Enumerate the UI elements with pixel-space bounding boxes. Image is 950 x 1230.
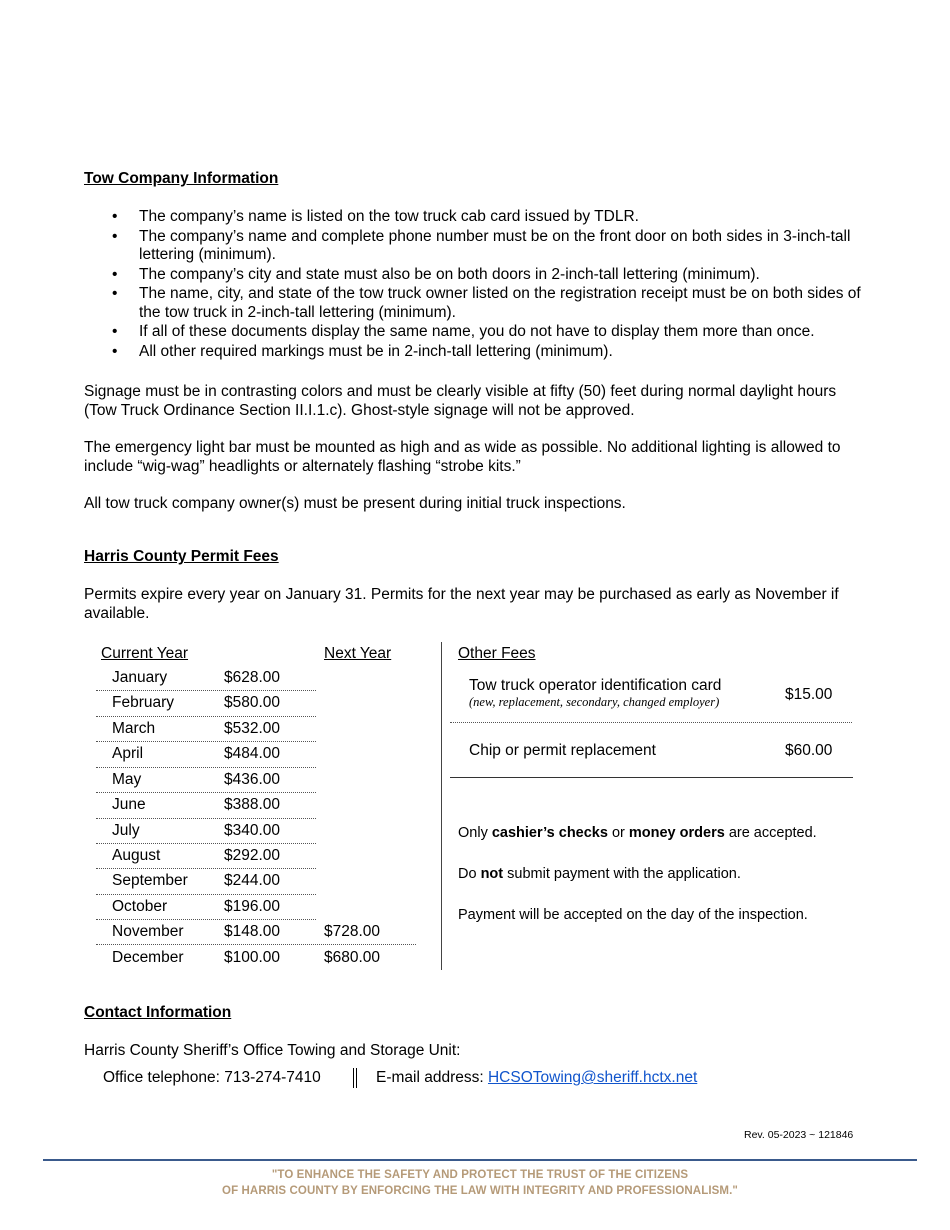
table-row: [96, 843, 416, 868]
current-fee-cell: $436.00: [224, 771, 281, 788]
current-fee-cell: $340.00: [224, 822, 281, 839]
tow-requirements-list: [84, 208, 866, 362]
footer-divider: [43, 1159, 917, 1161]
current-fee-cell: $292.00: [224, 847, 281, 864]
operator-card-fee-note: (new, replacement, secondary, changed employer): [469, 695, 720, 709]
payment-submission-note: Do not submit payment with the application.: [458, 866, 741, 882]
fee-divider: [450, 777, 853, 778]
revision-note: Rev. 05-2023 ~ 121846: [744, 1129, 854, 1141]
row-divider: [96, 792, 316, 793]
section-heading-contact: Contact Information: [84, 1004, 232, 1021]
month-cell: October: [112, 898, 168, 915]
current-fee-cell: $532.00: [224, 720, 281, 737]
motto-line-2: OF HARRIS COUNTY BY ENFORCING THE LAW WITH INTEGRITY AND PROFESSIONALISM.": [222, 1185, 738, 1197]
list-item: • The company’s name and complete phone number must be on the front door on both sides in 3-inch-tall lettering (minimum).: [112, 227, 851, 263]
bullet-icon: •: [112, 323, 118, 340]
current-fee-cell: $484.00: [224, 745, 281, 762]
section-heading-permit-fees: Harris County Permit Fees: [84, 548, 279, 565]
bullet-icon: •: [112, 227, 118, 245]
contact-unit: Harris County Sheriff’s Office Towing and Storage Unit:: [84, 1042, 461, 1059]
payment-timing-note: Payment will be accepted on the day of the inspection.: [458, 907, 808, 923]
table-row: [96, 741, 416, 766]
month-cell: August: [112, 847, 161, 864]
table-row: [96, 868, 416, 893]
row-divider: [96, 868, 316, 869]
current-year-header: Current Year: [101, 645, 189, 662]
list-item: • If all of these documents display the same name, you do not have to display them more than once.: [112, 323, 815, 340]
row-divider: [96, 690, 316, 691]
chip-replacement-fee-name: Chip or permit replacement: [469, 742, 656, 759]
permit-intro: Permits expire every year on January 31. Permits for the next year may be purchased as early as November if available.: [84, 586, 839, 622]
column-divider: [441, 642, 442, 970]
table-row: [96, 919, 416, 944]
table-row: [96, 792, 416, 817]
section-heading-tow-company: Tow Company Information: [84, 170, 279, 187]
table-row: [96, 665, 416, 690]
row-divider: [96, 741, 316, 742]
lightbar-paragraph: The emergency light bar must be mounted as high and as wide as possible. No additional lighting is allowed to include “wig-wag” headlights or alternately flashing “strobe kits.”: [84, 439, 841, 475]
list-item: • The name, city, and state of the tow truck owner listed on the registration receipt must be on both sides of the tow truck in 2-inch-tall lettering (minimum).: [112, 285, 861, 321]
current-fee-cell: $628.00: [224, 669, 281, 686]
table-row: [96, 716, 416, 741]
bullet-icon: •: [112, 208, 118, 225]
operator-card-fee-name: Tow truck operator identification card: [469, 677, 722, 694]
current-fee-cell: $148.00: [224, 923, 281, 940]
table-row: [96, 767, 416, 792]
month-cell: June: [112, 796, 146, 813]
next-fee-cell: $680.00: [324, 949, 381, 966]
bullet-icon: •: [112, 342, 118, 360]
current-fee-cell: $580.00: [224, 694, 281, 711]
current-fee-cell: $196.00: [224, 898, 281, 915]
month-cell: March: [112, 720, 156, 737]
month-cell: May: [112, 771, 142, 788]
motto-line-1: "TO ENHANCE THE SAFETY AND PROTECT THE TRUST OF THE CITIZENS: [271, 1169, 689, 1181]
operator-card-fee-amount: $15.00: [785, 686, 833, 703]
month-cell: January: [112, 669, 168, 686]
row-divider: [96, 843, 316, 844]
fee-divider: [450, 722, 852, 723]
next-fee-cell: $728.00: [324, 923, 381, 940]
table-row: [96, 945, 416, 970]
email-link[interactable]: HCSOTowing@sheriff.hctx.net: [487, 1069, 698, 1086]
row-divider: [96, 818, 316, 819]
month-cell: February: [112, 694, 175, 711]
table-row: [96, 818, 416, 843]
other-fees-header: Other Fees: [458, 645, 536, 662]
contact-separator: [353, 1068, 357, 1088]
payment-methods-note: Only cashier’s checks or money orders are accepted.: [458, 825, 817, 841]
next-year-header: Next Year: [324, 645, 392, 662]
bullet-icon: •: [112, 285, 118, 302]
row-divider: [96, 919, 316, 920]
email-label: E-mail address:: [376, 1069, 488, 1086]
row-divider: [96, 767, 316, 768]
month-cell: November: [112, 923, 184, 940]
month-cell: July: [112, 822, 140, 839]
month-cell: September: [112, 872, 188, 889]
list-item: • The company’s name is listed on the tow truck cab card issued by TDLR.: [112, 208, 639, 225]
current-fee-cell: $388.00: [224, 796, 281, 813]
row-divider: [96, 894, 316, 895]
list-item: • All other required markings must be in 2-inch-tall lettering (minimum).: [112, 342, 613, 360]
row-divider: [96, 944, 416, 945]
current-fee-cell: $100.00: [224, 949, 281, 966]
current-fee-cell: $244.00: [224, 872, 281, 889]
table-row: [96, 690, 416, 715]
contact-email-row: [376, 1069, 697, 1087]
month-cell: December: [112, 949, 184, 966]
bullet-icon: •: [112, 265, 118, 283]
row-divider: [96, 716, 316, 717]
signage-paragraph: Signage must be in contrasting colors and must be clearly visible at fifty (50) feet during normal daylight hours (Tow Truck Ordinance Section II.I.1.c). Ghost-style signage will not be approved.: [84, 383, 837, 419]
month-cell: April: [112, 745, 144, 762]
table-row: [96, 894, 416, 919]
chip-replacement-fee-amount: $60.00: [785, 742, 833, 759]
contact-phone: Office telephone: 713-274-7410: [103, 1069, 321, 1086]
owners-paragraph: All tow truck company owner(s) must be present during initial truck inspections.: [84, 495, 626, 512]
list-item: • The company’s city and state must also be on both doors in 2-inch-tall lettering (minimum).: [112, 265, 760, 283]
